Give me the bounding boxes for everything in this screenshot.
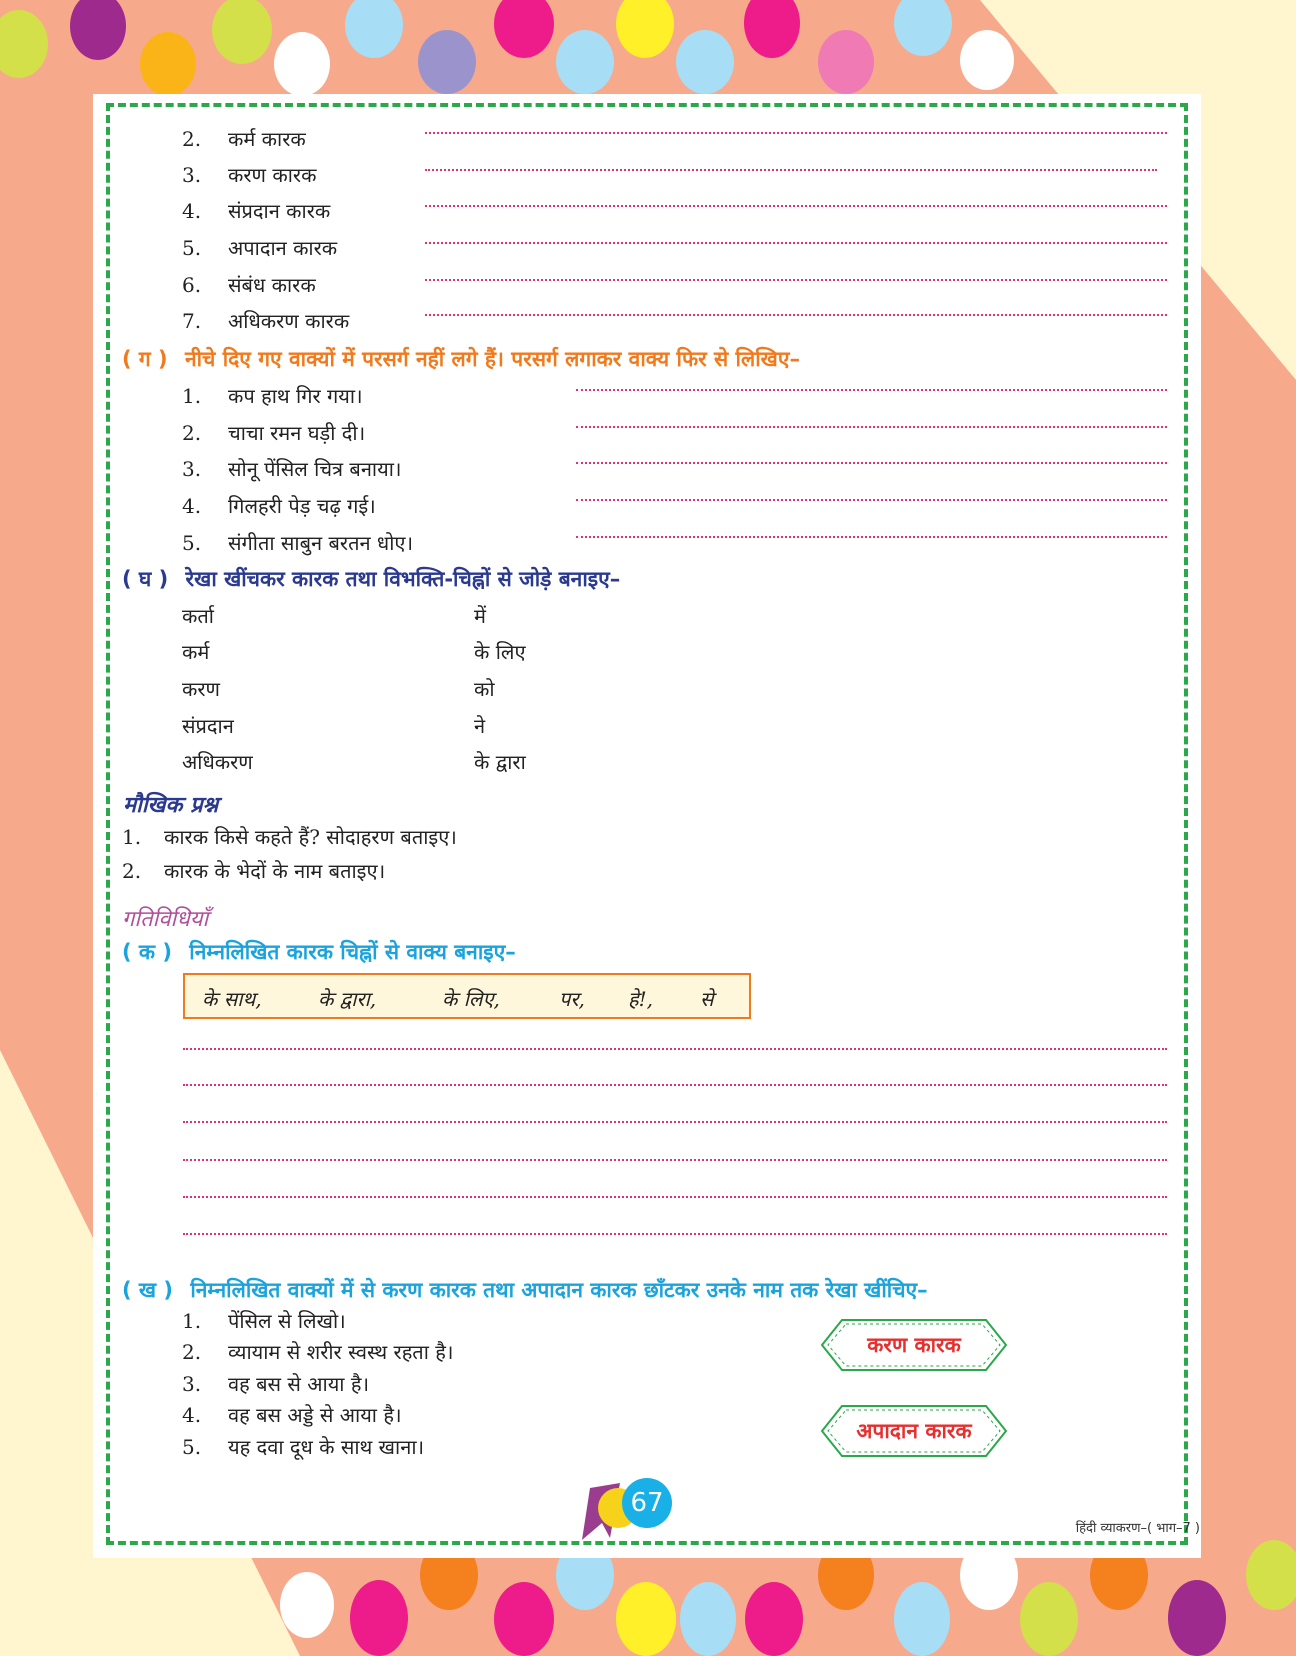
item-number: 2. [122,859,142,883]
section-ga-heading [122,346,800,372]
item-number: 1. [182,1309,202,1333]
answer-line[interactable] [576,426,1167,428]
answer-line[interactable] [425,205,1167,207]
match-left-item[interactable]: करण [182,677,220,701]
item-number: 3. [182,1372,202,1396]
item-number: 2. [182,127,202,151]
item-text: अपादान कारक [228,236,338,260]
activity-kha-heading [122,1277,928,1303]
answer-line[interactable] [425,169,1157,171]
answer-line[interactable] [576,499,1167,501]
section-gha-heading [122,566,620,592]
match-left-item[interactable]: कर्म [182,640,210,664]
item-number: 2. [182,1340,202,1364]
match-left-item[interactable]: अधिकरण [182,750,253,774]
item-number: 1. [182,384,202,408]
item-text: पेंसिल से लिखो। [228,1309,346,1333]
answer-line[interactable] [576,462,1167,464]
marker-item: हे!, [628,987,654,1011]
oral-questions-title: मौखिक प्रश्न [123,793,219,818]
item-number: 4. [182,1403,202,1427]
item-text: संबंध कारक [228,273,316,297]
answer-line[interactable] [183,1048,1167,1050]
item-number: 5. [182,236,202,260]
section-title: निम्नलिखित कारक चिह्नों से वाक्य बनाइए– [189,940,516,964]
item-text: गिलहरी पेड़ चढ़ गई। [228,494,376,518]
marker-item: से [700,987,714,1011]
item-number: 4. [182,199,202,223]
answer-line[interactable] [183,1233,1167,1235]
answer-line[interactable] [576,389,1167,391]
item-text: वह बस से आया है। [228,1372,370,1396]
book-footer: हिंदी व्याकरण–( भाग–7 ) [1075,1521,1200,1536]
item-text: व्यायाम से शरीर स्वस्थ रहता है। [228,1340,454,1364]
marker-item: के लिए, [442,987,500,1011]
answer-line[interactable] [183,1084,1167,1086]
item-number: 6. [182,273,202,297]
answer-line[interactable] [183,1196,1167,1198]
match-left-item[interactable]: कर्ता [182,604,214,628]
section-tag: ( ख ) [122,1278,173,1302]
item-number: 1. [122,825,142,849]
karan-karak-tag[interactable] [820,1318,1008,1372]
item-number: 4. [182,494,202,518]
activities-title: गतिविधियाँ [122,907,209,932]
item-number: 5. [182,1435,202,1459]
section-tag: ( ग ) [122,347,168,371]
item-number: 3. [182,457,202,481]
section-title: नीचे दिए गए वाक्यों में परसर्ग नहीं लगे हैं। परसर्ग लगाकर वाक्य फिर से लिखिए– [184,347,800,371]
match-right-item[interactable]: में [474,604,486,628]
item-number: 7. [182,309,202,333]
match-right-item[interactable]: ने [474,714,486,738]
marker-item: के साथ, [202,987,262,1011]
item-text: संगीता साबुन बरतन धोए। [228,531,414,555]
answer-line[interactable] [183,1159,1167,1161]
section-tag: ( क ) [122,940,172,964]
marker-item: पर, [559,987,585,1011]
apadan-karak-tag[interactable] [820,1404,1008,1458]
item-text: कारक के भेदों के नाम बताइए। [164,859,386,883]
item-text: कर्म कारक [228,127,306,151]
item-text: वह बस अड्डे से आया है। [228,1403,402,1427]
item-text: अधिकरण कारक [228,309,350,333]
answer-line[interactable] [576,536,1167,538]
marker-box [183,973,751,1019]
tag-label: करण कारक [867,1333,961,1357]
answer-line[interactable] [425,242,1167,244]
section-title: रेखा खींचकर कारक तथा विभक्ति-चिह्नों से जोड़े बनाइए– [185,567,621,591]
tag-label: अपादान कारक [856,1419,972,1443]
item-number: 5. [182,531,202,555]
item-text: कप हाथ गिर गया। [228,384,363,408]
page-number: 67 [622,1478,672,1528]
match-left-item[interactable]: संप्रदान [182,714,234,738]
answer-line[interactable] [425,279,1167,281]
answer-line[interactable] [425,314,1167,316]
match-right-item[interactable]: को [474,677,495,701]
item-number: 3. [182,163,202,187]
match-right-item[interactable]: के लिए [474,640,526,664]
marker-item: के द्वारा, [318,987,377,1011]
activity-ka-heading [122,939,516,965]
answer-line[interactable] [183,1121,1167,1123]
item-number: 2. [182,421,202,445]
item-text: संप्रदान कारक [228,199,331,223]
item-text: यह दवा दूध के साथ खाना। [228,1435,425,1459]
item-text: चाचा रमन घड़ी दी। [228,421,366,445]
item-text: करण कारक [228,163,317,187]
answer-line[interactable] [425,132,1167,134]
match-right-item[interactable]: के द्वारा [474,750,526,774]
item-text: कारक किसे कहते हैं? सोदाहरण बताइए। [164,825,457,849]
section-title: निम्नलिखित वाक्यों में से करण कारक तथा अपादान कारक छाँटकर उनके नाम तक रेखा खींचिए– [190,1278,928,1302]
section-tag: ( घ ) [122,567,169,591]
item-text: सोनू पेंसिल चित्र बनाया। [228,457,402,481]
